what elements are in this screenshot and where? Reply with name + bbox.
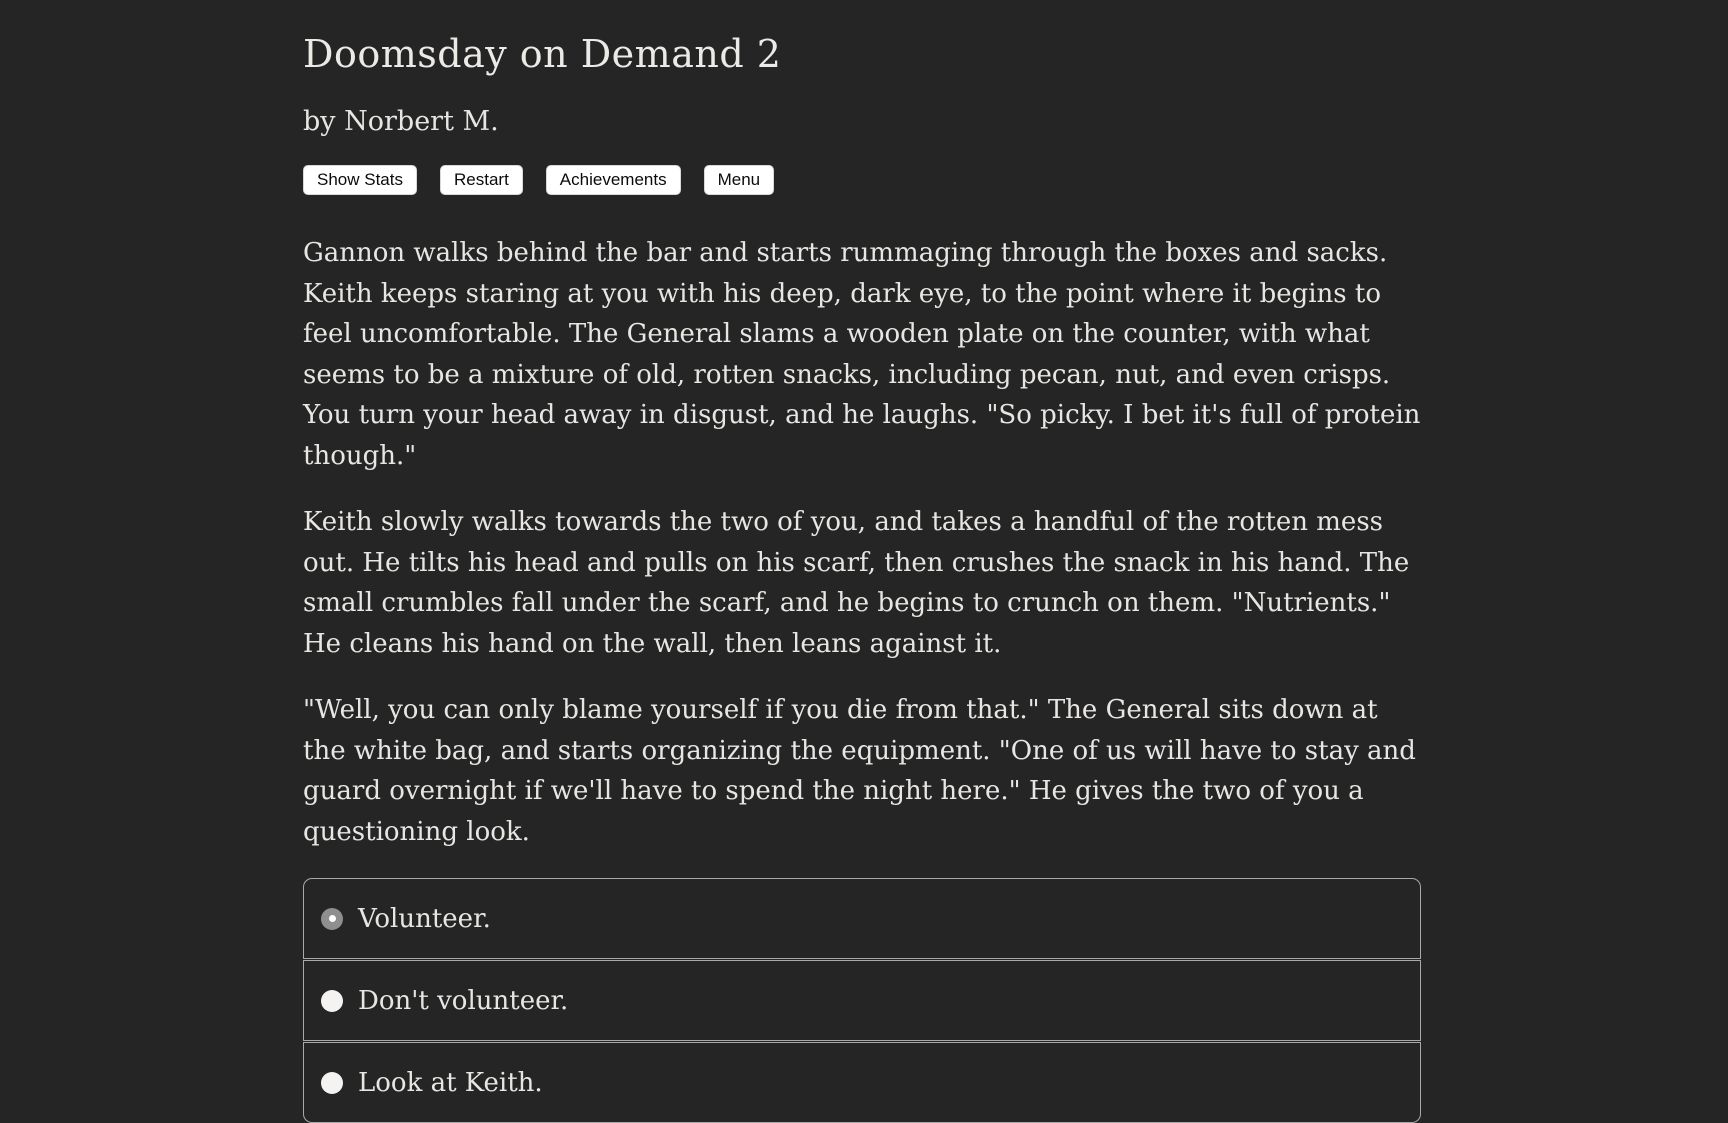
choice-option-dont-volunteer[interactable] bbox=[303, 960, 1421, 1041]
story-paragraph: "Well, you can only blame yourself if you die from that." The General sits down at the white bag, and starts organizing the equipment. "One of us will have to stay and guard overnight if we'll have to spend the night here." He gives the two of you a questioning look. bbox=[303, 695, 1416, 847]
page-content bbox=[303, 0, 1425, 1123]
achievements-button[interactable]: Achievements bbox=[546, 165, 681, 195]
choice-option-volunteer[interactable] bbox=[303, 878, 1421, 959]
choice-option-look-at-keith[interactable] bbox=[303, 1042, 1421, 1123]
choice-label: Look at Keith. bbox=[358, 1067, 543, 1098]
radio-button[interactable] bbox=[321, 908, 343, 930]
story-paragraph: Gannon walks behind the bar and starts rummaging through the boxes and sacks. Keith keeps staring at you with his deep, dark eye, to the point where it begins to feel uncomfortable. The General slams a wooden plate on the counter, with what seems to be a mixture of old, rotten snacks, including pecan, nut, and even crisps. You turn your head away in disgust, and he laughs. "So picky. I bet it's full of protein though." bbox=[303, 238, 1421, 471]
restart-button[interactable]: Restart bbox=[440, 165, 523, 195]
toolbar bbox=[303, 165, 1425, 195]
radio-button[interactable] bbox=[321, 990, 343, 1012]
story-paragraph: Keith slowly walks towards the two of you, and takes a handful of the rotten mess out. He tilts his head and pulls on his scarf, then crushes the snack in his hand. The small crumbles fall under the scarf, and he begins to crunch on them. "Nutrients." He cleans his hand on the wall, then leans against it. bbox=[303, 507, 1410, 659]
choice-label: Volunteer. bbox=[358, 903, 491, 934]
story-text bbox=[303, 233, 1425, 852]
choice-label: Don't volunteer. bbox=[358, 985, 569, 1016]
menu-button[interactable]: Menu bbox=[704, 165, 775, 195]
game-title: Doomsday on Demand 2 bbox=[303, 32, 782, 76]
radio-button[interactable] bbox=[321, 1072, 343, 1094]
show-stats-button[interactable]: Show Stats bbox=[303, 165, 417, 195]
choice-list bbox=[303, 878, 1425, 1123]
author-byline: by Norbert M. bbox=[303, 106, 499, 137]
